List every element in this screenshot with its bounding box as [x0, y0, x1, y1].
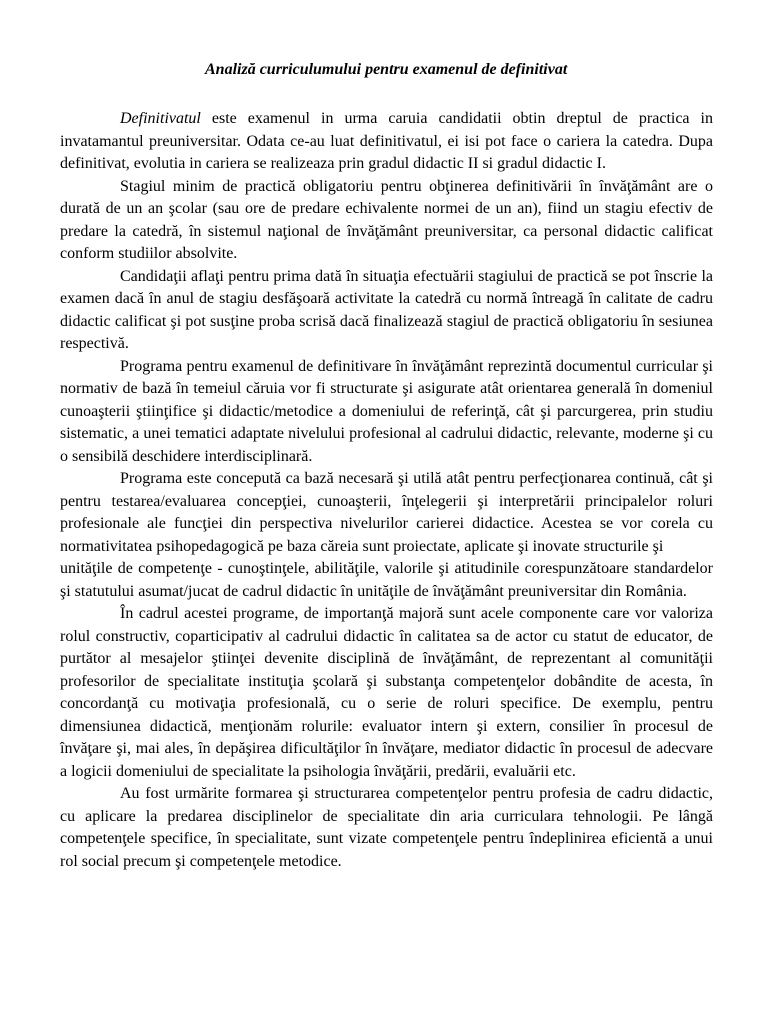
document-title: Analiză curriculumului pentru examenul de definitivat	[205, 61, 568, 78]
paragraph-6: unităţile de competenţe - cunoştinţele, abilităţile, valorile şi atitudinile corespunzătoare standardelor şi statutului asumat/jucat de cadrul didactic în unităţile de învăţământ preuniversitar din România.	[60, 560, 713, 600]
paragraph-8: Au fost urmărite formarea şi structurarea competenţelor pentru profesia de cadru didactic, cu aplicare la predarea disciplinelor de specialitate din aria curriculara tehnologii. Pe lângă competenţele specifice, în specialitate, sunt vizate competenţele pentru îndeplinirea eficientă a unui rol social precum şi competenţele metodice.	[60, 785, 713, 870]
paragraph-3: Candidaţii aflaţi pentru prima dată în situaţia efectuării stagiului de practică se pot înscrie la examen dacă în anul de stagiu desfăşoară activitate la catedră cu normă întreagă în calitate de cadru didactic calificat şi pot susţine proba scrisă dacă finalizează stagiul de practică obligatoriu în sesiunea respectivă.	[60, 267, 713, 352]
paragraph-7: În cadrul acestei programe, de importanţă majoră sunt acele componente care vor valoriza rolul constructiv, coparticipativ al cadrului didactic în calitatea sa de actor cu statut de educator, de purtător al mesajelor ştiinţei devenite disciplină de învăţământ, de reprezentant al comunităţii profesorilor de specialitate instituţia şcolară şi substanţa competenţelor dobândite de acesta, în concordanţă cu motivaţia profesională, cu o serie de roluri specifice. De exemplu, pentru dimensiunea didactică, menţionăm rolurile: evaluator intern şi extern, consilier în procesul de învăţare şi, mai ales, în depăşirea dificultăţilor în învăţare, mediator didactic în procesul de adecvare a logicii domeniului de specialitate la psihologia învăţării, predării, evaluării etc.	[60, 605, 713, 780]
paragraph-5: Programa este concepută ca bază necesară şi utilă atât pentru perfecţionarea continuă, cât şi pentru testarea/evaluarea concepţiei, cunoaşterii, înţelegerii şi interpretării principalelor roluri profesionale ale funcţiei din perspectiva nivelurilor carierei didactice. Acestea se vor corela cu normativitatea psihopedagogică pe baza căreia sunt proiectate, aplicate şi inovate structurile şi	[60, 470, 713, 555]
paragraph-1	[60, 108, 713, 176]
paragraph-2: Stagiul minim de practică obligatoriu pentru obţinerea definitivării în învăţământ are o durată de un an şcolar (sau ore de predare echivalente normei de un an), fiind un stagiu efectiv de predare la catedră, în sistemul naţional de învăţământ preuniversitar, ca personal didactic calificat conform studiilor absolvite.	[60, 177, 713, 262]
paragraph-4: Programa pentru examenul de definitivare în învăţământ reprezintă documentul curricular şi normativ de bază în temeiul căruia vor fi structurate şi asigurate atât orientarea generală în domeniul cunoaşterii ştiinţifice şi didactic/metodice a domeniului de referinţă, cât şi parcurgerea, prin studiu sistematic, a unei tematici adaptate nivelului profesional al cadrului didactic, relevante, moderne şi cu o sensibilă deschidere interdisciplinară.	[60, 357, 713, 465]
paragraph-1-text: este examenul in urma caruia candidatii obtin dreptul de practica in invatamantul preuniversitar. Odata ce-au luat definitivatul, ei isi pot face o cariera la catedra. Dupa definitivat, evolutia in cariera se realizeaza prin gradul didactic II si gradul didactic I.	[60, 110, 713, 172]
paragraph-1-lead: Definitivatul	[120, 110, 201, 127]
